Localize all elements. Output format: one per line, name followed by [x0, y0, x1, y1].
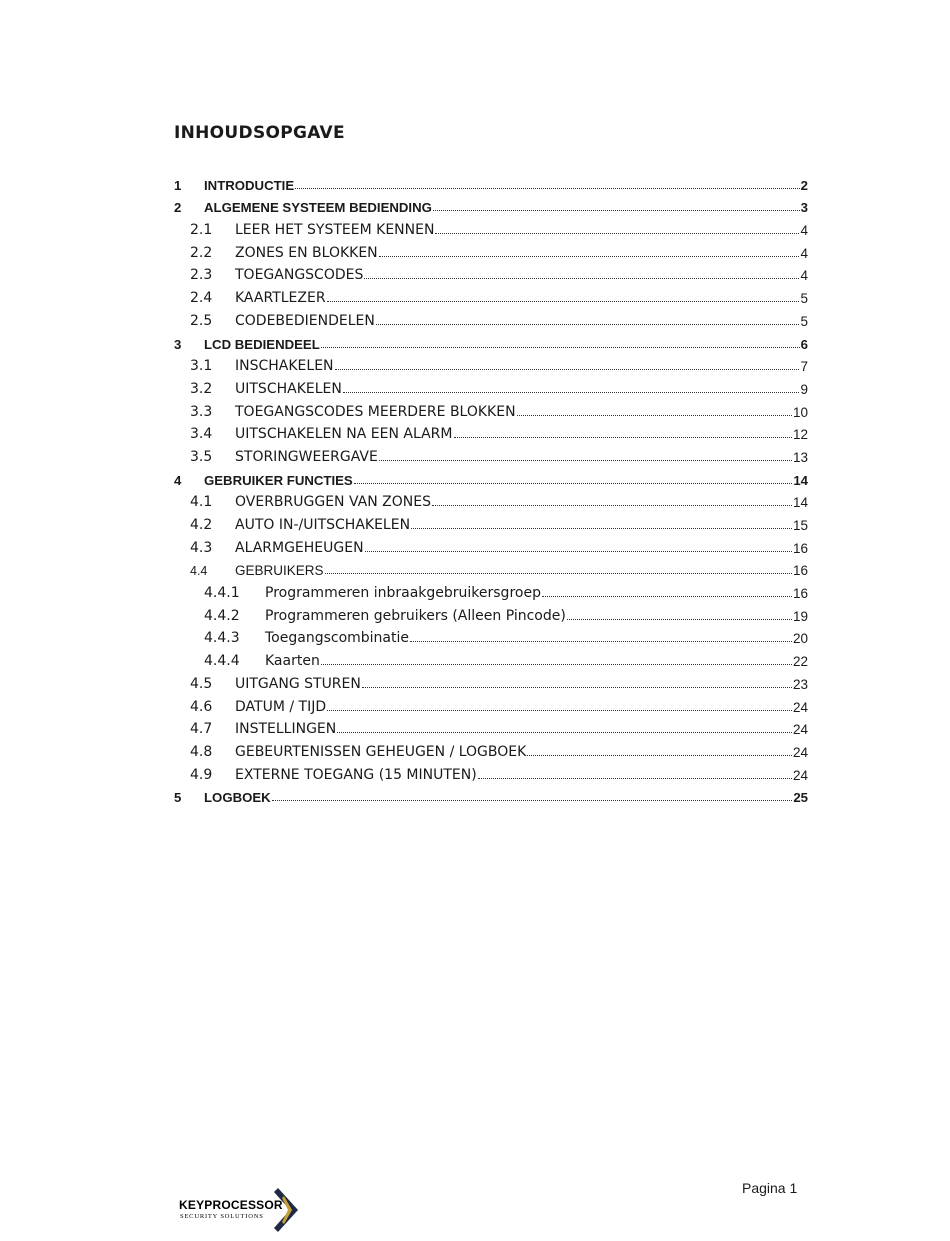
toc-entry-title: OVERBRUGGEN VAN ZONES	[235, 494, 431, 511]
toc-entry[interactable]	[174, 465, 808, 488]
toc-entry-page: 23	[792, 676, 808, 692]
toc-dot-leader	[354, 481, 793, 484]
toc-dot-leader	[567, 617, 792, 620]
toc-entry-title: GEBEURTENISSEN GEHEUGEN / LOGBOEK	[235, 743, 527, 760]
toc-entry-number: 4.2	[190, 517, 213, 533]
toc-dot-leader	[410, 639, 792, 642]
toc-entry-title: ZONES EN BLOKKEN	[235, 244, 378, 261]
toc-entry-title: LCD BEDIENDEEL	[204, 336, 320, 352]
toc-entry-title: INTRODUCTIE	[204, 177, 295, 193]
toc-entry[interactable]	[174, 261, 808, 284]
toc-entry-number: 3.3	[190, 403, 213, 420]
toc-entry-number: 3.4	[190, 426, 213, 443]
toc-dot-leader	[321, 345, 800, 348]
toc-entry-page: 16	[792, 540, 808, 556]
toc-entry-page: 24	[792, 744, 808, 760]
toc-entry-page: 13	[792, 449, 808, 465]
toc-dot-leader	[435, 231, 799, 234]
toc-entry-page: 7	[800, 359, 808, 375]
toc-entry[interactable]	[174, 737, 808, 760]
toc-entry-title: EXTERNE TOEGANG (15 MINUTEN)	[235, 766, 477, 783]
toc-dot-leader	[527, 753, 792, 756]
toc-entry[interactable]	[174, 442, 808, 465]
toc-entry-page: 24	[792, 722, 808, 738]
toc-entry-title: UITSCHAKELEN	[235, 380, 342, 397]
toc-entry-number: 2.5	[190, 312, 213, 329]
toc-dot-leader	[379, 254, 800, 257]
toc-entry-title: TOEGANGSCODES	[235, 267, 364, 284]
toc-entry-number: 2.2	[190, 244, 213, 261]
toc-dot-leader	[272, 798, 793, 801]
toc-entry-number: 4.8	[190, 743, 213, 760]
toc-entry-page: 5	[800, 291, 808, 307]
toc-entry[interactable]	[174, 692, 808, 715]
toc-dot-leader	[343, 390, 800, 393]
toc-entry-page: 12	[792, 427, 808, 443]
toc-dot-leader	[411, 526, 792, 529]
toc-dot-leader	[321, 662, 792, 665]
toc-entry-page: 24	[792, 767, 808, 783]
toc-entry-number: 4.4.2	[204, 607, 240, 624]
toc-entry-title: TOEGANGSCODES MEERDERE BLOKKEN	[235, 403, 516, 420]
company-logo	[178, 1186, 303, 1234]
toc-entry[interactable]	[174, 783, 808, 806]
toc-entry-number: 2	[174, 200, 182, 216]
toc-entry[interactable]	[174, 533, 808, 556]
toc-entry-page: 4	[800, 245, 808, 261]
toc-entry-number: 3.5	[190, 448, 213, 465]
toc-entry-page: 16	[792, 563, 808, 579]
logo-name-key: KEY	[179, 1198, 205, 1212]
toc-entry-number: 4	[174, 472, 182, 488]
logo-name	[179, 1198, 283, 1212]
toc-entry-page: 3	[800, 200, 808, 216]
toc-entry-page: 6	[800, 336, 808, 352]
toc-entry-title: KAARTLEZER	[235, 290, 326, 307]
toc-entry[interactable]	[174, 669, 808, 692]
toc-entry[interactable]	[174, 646, 808, 669]
toc-entry-number: 4.4	[190, 564, 208, 579]
toc-entry[interactable]	[174, 760, 808, 783]
toc-dot-leader	[327, 299, 800, 302]
toc-entry-page: 4	[800, 223, 808, 239]
toc-entry-number: 4.9	[190, 766, 213, 783]
toc-dot-leader	[454, 435, 792, 438]
toc-entry-title: LOGBOEK	[204, 790, 271, 806]
toc-entry-page: 10	[792, 404, 808, 420]
toc-entry-title: DATUM / TIJD	[235, 698, 327, 715]
logo-name-processor: PROCESSOR	[204, 1198, 283, 1212]
toc-entry-page: 9	[800, 381, 808, 397]
toc-dot-leader	[542, 594, 792, 597]
toc-entry[interactable]	[174, 715, 808, 738]
toc-entry[interactable]	[174, 488, 808, 511]
toc-entry[interactable]	[174, 556, 808, 579]
toc-entry[interactable]	[174, 170, 808, 193]
toc-dot-leader	[364, 276, 799, 279]
toc-entry-number: 4.6	[190, 698, 213, 715]
toc-entry-number: 2.1	[190, 222, 213, 239]
toc-entry[interactable]	[174, 397, 808, 420]
toc-entry-number: 3.1	[190, 358, 213, 375]
toc-entry-title: Kaarten	[265, 653, 320, 670]
toc-entry-number: 4.4.1	[204, 585, 240, 602]
toc-dot-leader	[478, 776, 792, 779]
toc-entry-page: 24	[792, 699, 808, 715]
toc-dot-leader	[337, 730, 792, 733]
toc-entry-number: 4.7	[190, 721, 213, 738]
toc-entry-title: Programmeren gebruikers (Alleen Pincode)	[265, 607, 566, 624]
toc-entry-title: ALARMGEHEUGEN	[235, 539, 364, 556]
toc-dot-leader	[432, 503, 792, 506]
toc-entry-title: GEBRUIKERS	[235, 563, 324, 579]
toc-entry-title: UITSCHAKELEN NA EEN ALARM	[235, 426, 453, 443]
toc-entry-number: 4.1	[190, 494, 213, 511]
toc-entry-page: 14	[793, 472, 808, 488]
toc-entry-page: 15	[792, 518, 808, 533]
toc-entry[interactable]	[174, 420, 808, 443]
toc-entry-title: INSTELLINGEN	[235, 721, 337, 738]
toc-dot-leader	[365, 549, 792, 552]
toc-entry[interactable]	[174, 329, 808, 352]
toc-entry-page: 22	[792, 654, 808, 670]
logo-tagline: SECURITY SOLUTIONS	[180, 1213, 264, 1220]
toc-dot-leader	[433, 208, 800, 211]
toc-dot-leader	[376, 322, 800, 325]
toc-entry-page: 14	[792, 495, 808, 511]
table-of-contents	[174, 170, 808, 805]
toc-entry[interactable]	[174, 374, 808, 397]
toc-entry-title: CODEBEDIENDELEN	[235, 312, 375, 329]
toc-entry[interactable]	[174, 601, 808, 624]
toc-entry[interactable]	[174, 510, 808, 533]
toc-dot-leader	[325, 571, 792, 574]
toc-entry-title: Toegangscombinatie	[265, 630, 409, 647]
toc-entry-number: 2.4	[190, 290, 213, 307]
toc-entry-number: 4.3	[190, 539, 213, 556]
page-number: Pagina 1	[742, 1180, 798, 1196]
toc-entry[interactable]	[174, 306, 808, 329]
toc-entry-title: UITGANG STUREN	[235, 675, 361, 692]
toc-dot-leader	[295, 186, 800, 189]
toc-entry-page: 2	[800, 177, 808, 193]
toc-entry-title: STORINGWEERGAVE	[235, 448, 378, 465]
toc-entry-page: 16	[792, 586, 808, 602]
toc-entry-title: ALGEMENE SYSTEEM BEDIENDING	[204, 200, 432, 216]
toc-dot-leader	[335, 367, 800, 370]
toc-entry-page: 5	[800, 313, 808, 329]
toc-entry-number: 3	[174, 336, 182, 352]
toc-entry-page: 25	[793, 790, 808, 806]
toc-dot-leader	[327, 708, 792, 711]
toc-entry-number: 5	[174, 790, 182, 806]
toc-entry[interactable]	[174, 624, 808, 647]
toc-entry[interactable]	[174, 283, 808, 306]
toc-entry[interactable]	[174, 238, 808, 261]
toc-dot-leader	[379, 458, 792, 461]
toc-heading: INHOUDSOPGAVE	[174, 123, 345, 143]
toc-entry-title: GEBRUIKER FUNCTIES	[204, 472, 353, 488]
toc-entry-number: 2.3	[190, 267, 213, 284]
toc-entry-number: 1	[174, 177, 182, 193]
toc-entry-title: AUTO IN-/UITSCHAKELEN	[235, 517, 411, 533]
toc-entry-number: 4.4.4	[204, 653, 240, 670]
logo-graphic	[178, 1186, 303, 1234]
toc-entry[interactable]	[174, 578, 808, 601]
toc-entry-title: INSCHAKELEN	[235, 358, 334, 375]
toc-entry-page: 19	[792, 608, 808, 624]
toc-entry[interactable]	[174, 352, 808, 375]
toc-entry-page: 4	[800, 268, 808, 284]
toc-entry[interactable]	[174, 215, 808, 238]
toc-dot-leader	[517, 413, 792, 416]
toc-entry-number: 4.5	[190, 675, 213, 692]
toc-entry-title: LEER HET SYSTEEM KENNEN	[235, 222, 435, 239]
toc-entry-number: 4.4.3	[204, 630, 240, 647]
toc-entry-page: 20	[792, 631, 808, 647]
toc-entry-number: 3.2	[190, 380, 213, 397]
toc-dot-leader	[362, 685, 792, 688]
toc-entry-title: Programmeren inbraakgebruikersgroep	[265, 585, 541, 602]
toc-entry[interactable]	[174, 193, 808, 216]
